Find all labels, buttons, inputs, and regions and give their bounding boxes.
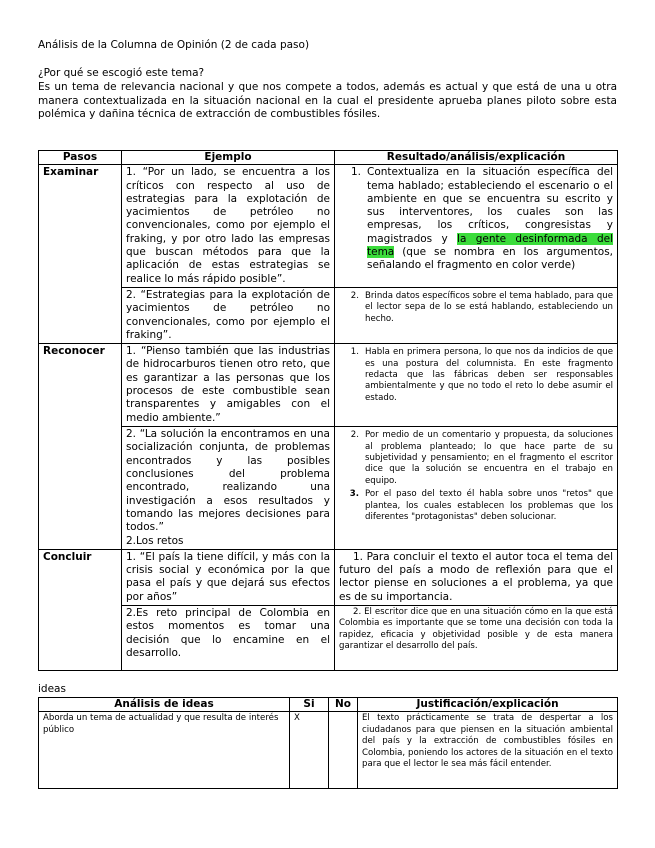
- table-header-row: [39, 151, 618, 165]
- table-row: [39, 427, 618, 550]
- header-no: No: [329, 698, 358, 712]
- example-cell: [122, 165, 335, 288]
- result-cell: [335, 606, 618, 671]
- example-text: 1. “El país la tiene difícil, y más con la crisis social y económica por la que pasa el país y que dejará sus efectos por años”: [126, 550, 330, 603]
- result-text: [367, 166, 613, 272]
- example-cell: [122, 287, 335, 343]
- result-text-a: Contextualiza en la situación específica del tema hablado; estableciendo el escenario o el ambiente en que se encuentra su escrito y sus interventores, los cuales son las empresas, los críticos, congresistas y magistrados y: [367, 166, 613, 245]
- ideas-label: ideas: [38, 683, 66, 695]
- header-pasos: Pasos: [39, 151, 122, 165]
- example-cell: [122, 344, 335, 427]
- result-cell: [335, 427, 618, 550]
- header-analisis: Análisis de ideas: [39, 698, 290, 712]
- idea-cell: [39, 712, 290, 789]
- example-text: 2. “La solución la encontramos en una socialización conjunta, de problemas encontrados y las posibles conclusiones del problema encontrado, realizando una investigación a esos resultados y tomando las mejores decisiones para todos.”: [126, 428, 330, 534]
- result-cell: [335, 549, 618, 605]
- result-number: 1.: [350, 166, 361, 179]
- table-row: [39, 344, 618, 427]
- example-text: 1. “Por un lado, se encuentra a los críticos con respecto al uso de estrategias para la explotación de yacimientos de petróleo no convencionales, como por ejemplo el fraking, y por otro lado las empresas que buscan métodos para que la aplicación de estas estrategias se realice lo más rápido posible”.: [126, 166, 330, 285]
- result-number: 3.: [349, 489, 359, 500]
- example-text: 1. “Pienso también que las industrias de hidrocarburos tienen otro reto, que es garantizar a las personas que los procesos de este combustible sean transparentes y amigables con el medio ambiente.”: [126, 345, 330, 424]
- result-item: [339, 166, 613, 272]
- result-item: [339, 289, 613, 325]
- step-reconocer: Reconocer: [39, 344, 122, 550]
- result-text: Por el paso del texto él habla sobre unos "retos" que plantea, los cuales establecen los problemas que los diferentes "protagonistas" deben solucionar.: [365, 489, 613, 522]
- example-text: 2. “Estrategias para la explotación de yacimientos de petróleo no convencionales, como por ejemplo el fraking”.: [126, 288, 330, 341]
- result-text: Brinda datos específicos sobre el tema hablado, para que el lector sepa de lo se está hablando, estableciendo un hecho.: [365, 290, 613, 324]
- result-cell: [335, 344, 618, 427]
- result-number: 2.: [350, 290, 359, 301]
- result-text-b: (que se nombra en los argumentos, señalando el fragmento en color verde): [367, 246, 613, 272]
- justification-cell: [358, 712, 618, 789]
- header-si: Si: [290, 698, 329, 712]
- example-text-b: 2.Los retos: [126, 534, 184, 547]
- header-justificacion: Justificación/explicación: [358, 698, 618, 712]
- result-item: [339, 487, 613, 523]
- example-cell: [122, 606, 335, 671]
- result-text: 1. Para concluir el texto el autor toca el tema del futuro del país a modo de reflexión para que el lector piense en soluciones a el problema, ya que es de su importancia.: [339, 550, 613, 603]
- header-ejemplo: Ejemplo: [122, 151, 335, 165]
- table-row: [39, 549, 618, 605]
- idea-text: Aborda un tema de actualidad y que resulta de interés público: [43, 713, 279, 735]
- ideas-header-row: [39, 698, 618, 712]
- result-text: Por medio de un comentario y propuesta, da soluciones al problema planteado; lo que hace parte de su subjetividad y pensamiento; en el fragmento el escritor dice que la solución se encuentra en el trabajo en equipo.: [365, 430, 613, 486]
- result-text: Habla en primera persona, lo que nos da indicios de que es una postura del columnista. En este fragmento redacta que las fábricas deben ser responsables ambientalmente y que no todo el reto lo debe asumir el estado.: [365, 347, 613, 403]
- header-resultado: Resultado/análisis/explicación: [335, 151, 618, 165]
- result-text: 2. El escritor dice que en una situación cómo en la que está Colombia es importante que se tome una decisión con toda la rapidez, eficacia y objetividad posible y de esta manera garantizar el desarrollo del país.: [339, 607, 613, 652]
- document-title: Análisis de la Columna de Opinión (2 de cada paso): [38, 39, 310, 51]
- result-cell: [335, 287, 618, 343]
- no-cell: [329, 712, 358, 789]
- example-text: 2.Es reto principal de Colombia en estos momentos es tomar una decisión que lo encamine en el desarrollo.: [126, 607, 330, 659]
- result-item: [339, 345, 613, 404]
- example-cell: [122, 427, 335, 550]
- analysis-table: [38, 150, 618, 671]
- justification-text: El texto prácticamente se trata de despertar a los ciudadanos para que piensen en la situación ambiental del país y la extracción de combustibles fósiles en Colombia, poniendo los actores de la situación en el texto para que el lector le sea más fácil entender.: [362, 713, 613, 769]
- step-examinar: Examinar: [39, 165, 122, 344]
- result-cell: [335, 165, 618, 288]
- result-number: 2.: [350, 430, 359, 441]
- table-row: [39, 287, 618, 343]
- example-cell: [122, 549, 335, 605]
- table-row: [39, 165, 618, 288]
- question-heading: ¿Por qué se escogió este tema?: [38, 67, 205, 79]
- ideas-table: [38, 697, 618, 789]
- table-row: [39, 712, 618, 789]
- result-number: 1.: [350, 347, 359, 358]
- step-concluir: Concluir: [39, 549, 122, 670]
- highlighted-fragment: la gente desinformada del tema: [367, 232, 613, 259]
- si-cell: X: [290, 712, 329, 789]
- result-item: [339, 428, 613, 487]
- table-row: [39, 606, 618, 671]
- question-answer: Es un tema de relevancia nacional y que nos compete a todos, además es actual y que está de una u otra manera contextualizada en la situación nacional en la cual el presidente aprueba planes piloto sobre esta polémica y dañina técnica de extracción de combustibles fósiles.: [38, 81, 617, 121]
